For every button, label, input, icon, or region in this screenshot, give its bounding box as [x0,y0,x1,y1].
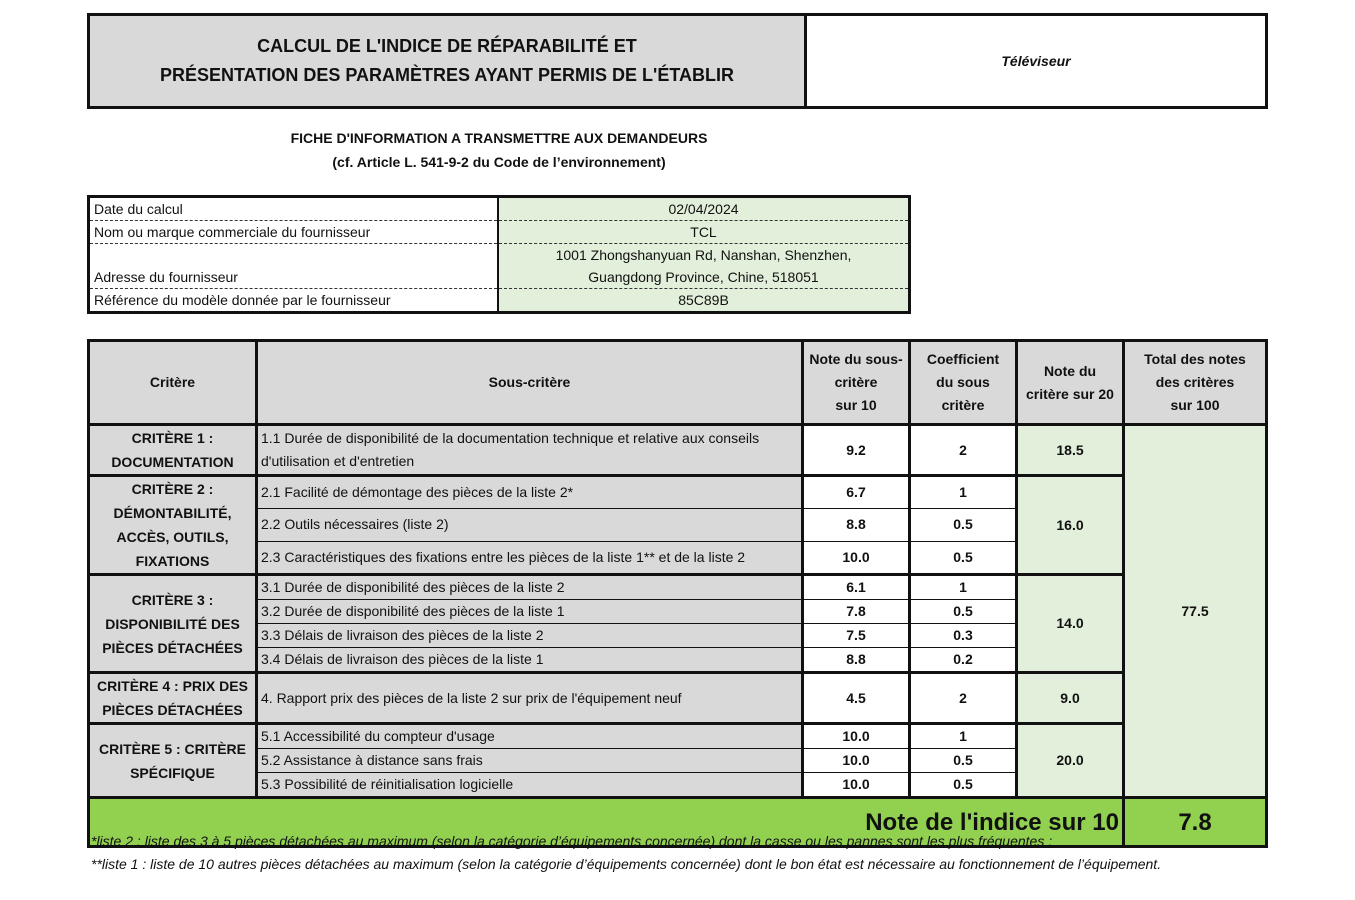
header-note-sous-2: critère [834,374,878,390]
header-sous-critere: Sous-critère [257,341,803,425]
criterion-3-line-2: DISPONIBILITÉ DES [105,615,240,632]
sub-criterion-note: 7.5 [803,624,910,648]
sub-criterion-label: 3.4 Délais de livraison des pièces de la liste 1 [257,648,803,673]
sub-criterion-note: 7.8 [803,600,910,624]
header-total-1: Total des notes [1144,351,1246,367]
sub-criterion-note: 10.0 [803,541,910,574]
sub-criterion-label: 2.3 Caractéristiques des fixations entre les pièces de la liste 1** et de la liste 2 [257,541,803,574]
sub-criterion-label: 3.2 Durée de disponibilité des pièces de la liste 1 [257,600,803,624]
title-line-1: CALCUL DE L'INDICE DE RÉPARABILITÉ ET [257,36,637,56]
sub-criterion-note: 8.8 [803,509,910,541]
header-coefficient [910,341,1017,425]
header-note-critere [1017,341,1124,425]
address-line-1: 1001 Zhongshanyuan Rd, Nanshan, Shenzhen, [555,247,852,263]
final-score-value: 7.8 [1124,798,1267,847]
criterion-1-line-2: DOCUMENTATION [111,454,234,470]
sub-criterion-note: 4.5 [803,673,910,724]
criterion-3-line-3: PIÈCES DÉTACHÉES [102,639,243,656]
footnotes [91,830,1271,876]
sub-criterion-coef: 0.2 [910,648,1017,673]
document-title [90,16,807,106]
header-note-sous-critere [803,341,910,425]
criterion-3-name [89,575,257,673]
address-value [498,244,910,289]
sub-criterion-coef: 0.5 [910,773,1017,798]
sub-criterion-label: 5.2 Assistance à distance sans frais [257,749,803,773]
criterion-5-name [89,724,257,798]
criterion-2-name [89,476,257,575]
criterion-3-note: 14.0 [1017,575,1124,673]
sub-criterion-note: 10.0 [803,724,910,749]
date-row [89,197,910,221]
criterion-5-line-2: SPÉCIFIQUE [130,764,215,781]
sub-criterion-coef: 0.5 [910,600,1017,624]
sub-criterion-coef: 1 [910,724,1017,749]
subtitle-line-2: (cf. Article L. 541-9-2 du Code de l’environnement) [332,154,666,170]
criterion-1-name [89,425,257,476]
header-coef-2: du sous [936,374,990,390]
sub-criterion-coef: 0.5 [910,509,1017,541]
brand-value: TCL [498,221,910,244]
sub-criterion-label: 2.2 Outils nécessaires (liste 2) [257,509,803,541]
sub-criterion-label: 3.3 Délais de livraison des pièces de la liste 2 [257,624,803,648]
criterion-4-line-2: PIÈCES DÉTACHÉES [102,702,243,718]
sub-criterion-note: 10.0 [803,773,910,798]
sub-criterion-label: 1.1 Durée de disponibilité de la documentation technique et relative aux conseils d'utilisation et d'entretien [257,425,803,476]
address-line-2: Guangdong Province, Chine, 518051 [588,269,819,285]
header-critere: Critère [89,341,257,425]
supplier-info-table [87,195,911,314]
date-value: 02/04/2024 [498,197,910,221]
footnote-1: *liste 2 : liste des 3 à 5 pièces détachées au maximum (selon la catégorie d’équipements concernée) dont la casse ou les pannes sont les plus fréquentes ; [91,833,1053,849]
criterion-4-name [89,673,257,724]
table-header-row [89,341,1267,425]
model-label: Référence du modèle donnée par le fournisseur [89,289,499,313]
address-label: Adresse du fournisseur [89,244,499,289]
criterion-2-line-3: ACCÈS, OUTILS, [116,529,229,545]
subtitle [87,126,911,174]
header-note-crit-2: critère sur 20 [1026,385,1114,402]
title-line-2: PRÉSENTATION DES PARAMÈTRES AYANT PERMIS DE L'ÉTABLIR [159,65,734,85]
criterion-1-line-1: CRITÈRE 1 : [131,430,214,446]
criterion-2-line-2: DÉMONTABILITÉ, [113,505,232,521]
sub-criterion-note: 9.2 [803,425,910,476]
criterion-5-note: 20.0 [1017,724,1124,798]
table-row [89,425,1267,476]
sub-criterion-note: 10.0 [803,749,910,773]
criterion-2-line-4: FIXATIONS [135,553,210,569]
sub-criterion-coef: 1 [910,476,1017,509]
sub-criterion-label: 2.1 Facilité de démontage des pièces de la liste 2* [257,476,803,509]
sub-criterion-note: 8.8 [803,648,910,673]
brand-row [89,221,910,244]
criterion-3-line-1: CRITÈRE 3 : [131,591,214,608]
sub-criterion-coef: 2 [910,673,1017,724]
header-total-3: sur 100 [1170,397,1220,413]
repairability-table [87,339,1268,848]
table-row [89,575,1267,600]
document-header [87,13,1268,109]
sub-criterion-coef: 0.5 [910,749,1017,773]
table-row [89,724,1267,749]
total-score: 77.5 [1124,425,1267,798]
sub-criterion-coef: 0.5 [910,541,1017,574]
footnote-2: **liste 1 : liste de 10 autres pièces détachées au maximum (selon la catégorie d’équipements concernée) dont le bon état est nécessaire au fonctionnement de l’équipement. [91,856,1162,872]
model-row [89,289,910,313]
address-row [89,244,910,289]
sub-criterion-coef: 2 [910,425,1017,476]
criterion-5-line-1: CRITÈRE 5 : CRITÈRE [98,740,246,757]
sub-criterion-label: 4. Rapport prix des pièces de la liste 2 sur prix de l'équipement neuf [257,673,803,724]
criterion-4-note: 9.0 [1017,673,1124,724]
sub-criterion-label: 5.3 Possibilité de réinitialisation logicielle [257,773,803,798]
criterion-2-note: 16.0 [1017,476,1124,575]
sub-criterion-coef: 1 [910,575,1017,600]
date-label: Date du calcul [89,197,499,221]
model-value: 85C89B [498,289,910,313]
sub-criterion-coef: 0.3 [910,624,1017,648]
table-row [89,476,1267,509]
sub-criterion-label: 3.1 Durée de disponibilité des pièces de la liste 2 [257,575,803,600]
sub-criterion-label: 5.1 Accessibilité du compteur d'usage [257,724,803,749]
criterion-1-note: 18.5 [1017,425,1124,476]
table-row [89,673,1267,724]
sub-criterion-note: 6.7 [803,476,910,509]
subtitle-line-1: FICHE D'INFORMATION A TRANSMETTRE AUX DEMANDEURS [290,130,708,146]
header-note-sous-3: sur 10 [835,397,877,413]
product-category: Téléviseur [1001,53,1071,69]
sub-criterion-note: 6.1 [803,575,910,600]
header-total-2: des critères [1155,374,1235,390]
header-coef-1: Coefficient [926,351,1000,367]
criterion-2-line-1: CRITÈRE 2 : [131,481,214,497]
final-score-label: Note de l'indice sur 10 [89,798,1124,847]
header-note-sous-1: Note du sous- [809,351,903,367]
criterion-4-line-1: CRITÈRE 4 : PRIX DES [97,678,248,694]
header-total [1124,341,1267,425]
header-note-crit-1: Note du [1043,362,1097,379]
brand-label: Nom ou marque commerciale du fournisseur [89,221,499,244]
header-coef-3: critère [941,397,985,413]
